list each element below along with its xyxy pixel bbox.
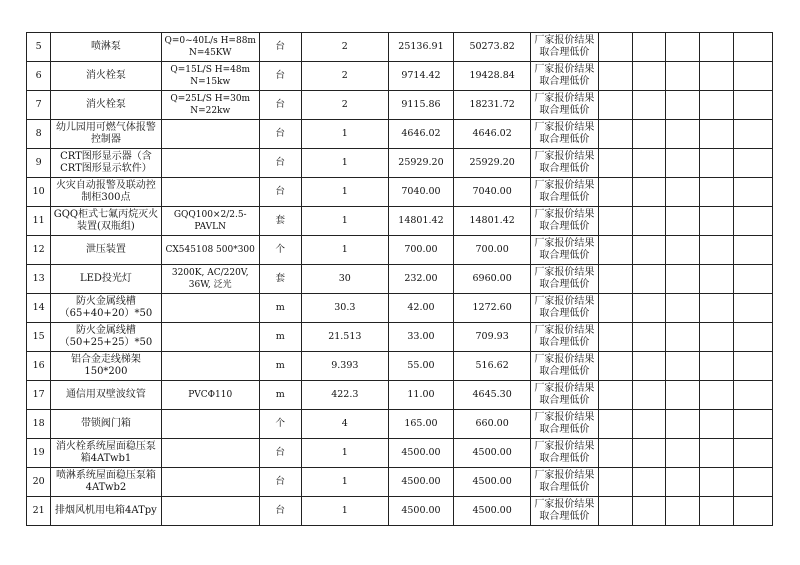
total-price-cell: 4500.00: [454, 439, 531, 468]
empty-cell: [598, 497, 632, 526]
empty-cell: [665, 207, 699, 236]
note-cell: 厂家报价结果取合理低价: [531, 468, 598, 497]
empty-cell: [632, 207, 665, 236]
price-table: [26, 32, 773, 526]
total-price-cell: 18231.72: [454, 91, 531, 120]
note-cell: 厂家报价结果取合理低价: [531, 410, 598, 439]
note-cell: 厂家报价结果取合理低价: [531, 33, 598, 62]
empty-cell: [700, 62, 734, 91]
unit-cell: m: [259, 294, 301, 323]
item-name-cell: 防火金属线槽（50+25+25）*50: [51, 323, 161, 352]
table-body: [27, 33, 773, 526]
empty-cell: [734, 178, 773, 207]
empty-cell: [734, 352, 773, 381]
empty-cell: [700, 410, 734, 439]
empty-cell: [632, 33, 665, 62]
quantity-cell: 9.393: [301, 352, 388, 381]
row-number-cell: 13: [27, 265, 51, 294]
quantity-cell: 422.3: [301, 381, 388, 410]
empty-cell: [632, 178, 665, 207]
note-cell: 厂家报价结果取合理低价: [531, 236, 598, 265]
total-price-cell: 25929.20: [454, 149, 531, 178]
item-spec-cell: [161, 294, 259, 323]
empty-cell: [598, 236, 632, 265]
total-price-cell: 4646.02: [454, 120, 531, 149]
unit-cell: 台: [259, 33, 301, 62]
unit-price-cell: 55.00: [388, 352, 453, 381]
unit-cell: m: [259, 352, 301, 381]
total-price-cell: 4500.00: [454, 497, 531, 526]
unit-price-cell: 11.00: [388, 381, 453, 410]
empty-cell: [598, 468, 632, 497]
unit-price-cell: 42.00: [388, 294, 453, 323]
note-cell: 厂家报价结果取合理低价: [531, 294, 598, 323]
empty-cell: [598, 91, 632, 120]
table-row: [27, 120, 773, 149]
item-name-cell: 火灾自动报警及联动控制柜300点: [51, 178, 161, 207]
total-price-cell: 709.93: [454, 323, 531, 352]
quantity-cell: 1: [301, 120, 388, 149]
unit-cell: 台: [259, 91, 301, 120]
item-name-cell: GQQ柜式七氟丙烷灭火装置(双瓶组): [51, 207, 161, 236]
unit-cell: 个: [259, 236, 301, 265]
empty-cell: [700, 294, 734, 323]
item-spec-cell: [161, 323, 259, 352]
unit-price-cell: 700.00: [388, 236, 453, 265]
row-number-cell: 11: [27, 207, 51, 236]
empty-cell: [665, 149, 699, 178]
unit-cell: 台: [259, 439, 301, 468]
row-number-cell: 7: [27, 91, 51, 120]
item-name-cell: 消火栓泵: [51, 62, 161, 91]
note-cell: 厂家报价结果取合理低价: [531, 323, 598, 352]
unit-price-cell: 4500.00: [388, 439, 453, 468]
row-number-cell: 20: [27, 468, 51, 497]
empty-cell: [700, 207, 734, 236]
empty-cell: [734, 91, 773, 120]
quantity-cell: 1: [301, 236, 388, 265]
table-row: [27, 352, 773, 381]
empty-cell: [598, 265, 632, 294]
unit-cell: 台: [259, 120, 301, 149]
empty-cell: [598, 120, 632, 149]
table-row: [27, 265, 773, 294]
total-price-cell: 50273.82: [454, 33, 531, 62]
price-table-sheet: [26, 32, 773, 526]
quantity-cell: 30.3: [301, 294, 388, 323]
item-spec-cell: [161, 468, 259, 497]
empty-cell: [734, 381, 773, 410]
item-name-cell: 泄压装置: [51, 236, 161, 265]
row-number-cell: 10: [27, 178, 51, 207]
item-spec-cell: [161, 178, 259, 207]
empty-cell: [665, 323, 699, 352]
quantity-cell: 1: [301, 439, 388, 468]
note-cell: 厂家报价结果取合理低价: [531, 352, 598, 381]
table-row: [27, 410, 773, 439]
note-cell: 厂家报价结果取合理低价: [531, 120, 598, 149]
total-price-cell: 19428.84: [454, 62, 531, 91]
table-row: [27, 91, 773, 120]
row-number-cell: 16: [27, 352, 51, 381]
item-spec-cell: PVCΦ110: [161, 381, 259, 410]
empty-cell: [632, 323, 665, 352]
unit-cell: 套: [259, 265, 301, 294]
empty-cell: [665, 294, 699, 323]
note-cell: 厂家报价结果取合理低价: [531, 265, 598, 294]
unit-cell: 台: [259, 468, 301, 497]
empty-cell: [598, 323, 632, 352]
empty-cell: [700, 381, 734, 410]
empty-cell: [632, 497, 665, 526]
unit-price-cell: 9115.86: [388, 91, 453, 120]
empty-cell: [598, 381, 632, 410]
note-cell: 厂家报价结果取合理低价: [531, 178, 598, 207]
row-number-cell: 8: [27, 120, 51, 149]
quantity-cell: 4: [301, 410, 388, 439]
empty-cell: [700, 497, 734, 526]
table-row: [27, 497, 773, 526]
unit-cell: 台: [259, 149, 301, 178]
table-row: [27, 236, 773, 265]
row-number-cell: 17: [27, 381, 51, 410]
table-row: [27, 323, 773, 352]
empty-cell: [665, 381, 699, 410]
note-cell: 厂家报价结果取合理低价: [531, 91, 598, 120]
unit-cell: 台: [259, 497, 301, 526]
empty-cell: [665, 468, 699, 497]
item-name-cell: 喷淋系统屋面稳压泵箱4ATwb2: [51, 468, 161, 497]
unit-price-cell: 14801.42: [388, 207, 453, 236]
unit-cell: m: [259, 323, 301, 352]
unit-price-cell: 4500.00: [388, 468, 453, 497]
empty-cell: [632, 62, 665, 91]
empty-cell: [632, 381, 665, 410]
quantity-cell: 1: [301, 149, 388, 178]
empty-cell: [598, 178, 632, 207]
empty-cell: [734, 120, 773, 149]
empty-cell: [665, 410, 699, 439]
item-spec-cell: CX545108 500*300: [161, 236, 259, 265]
empty-cell: [734, 323, 773, 352]
empty-cell: [598, 294, 632, 323]
unit-price-cell: 9714.42: [388, 62, 453, 91]
empty-cell: [734, 410, 773, 439]
quantity-cell: 1: [301, 207, 388, 236]
item-spec-cell: GQQ100×2/2.5-PAVLN: [161, 207, 259, 236]
item-name-cell: CRT图形显示器（含CRT图形显示软件）: [51, 149, 161, 178]
item-name-cell: 幼儿园用可燃气体报警控制器: [51, 120, 161, 149]
empty-cell: [734, 62, 773, 91]
empty-cell: [632, 468, 665, 497]
item-name-cell: 防火金属线槽（65+40+20）*50: [51, 294, 161, 323]
item-spec-cell: [161, 497, 259, 526]
empty-cell: [598, 149, 632, 178]
note-cell: 厂家报价结果取合理低价: [531, 439, 598, 468]
empty-cell: [665, 91, 699, 120]
table-row: [27, 207, 773, 236]
total-price-cell: 700.00: [454, 236, 531, 265]
item-spec-cell: [161, 410, 259, 439]
empty-cell: [700, 91, 734, 120]
total-price-cell: 7040.00: [454, 178, 531, 207]
row-number-cell: 14: [27, 294, 51, 323]
quantity-cell: 21.513: [301, 323, 388, 352]
empty-cell: [598, 410, 632, 439]
quantity-cell: 2: [301, 33, 388, 62]
row-number-cell: 6: [27, 62, 51, 91]
total-price-cell: 4645.30: [454, 381, 531, 410]
empty-cell: [665, 236, 699, 265]
empty-cell: [598, 62, 632, 91]
item-name-cell: 带锁阀门箱: [51, 410, 161, 439]
empty-cell: [632, 410, 665, 439]
total-price-cell: 14801.42: [454, 207, 531, 236]
unit-price-cell: 33.00: [388, 323, 453, 352]
empty-cell: [700, 323, 734, 352]
row-number-cell: 15: [27, 323, 51, 352]
total-price-cell: 4500.00: [454, 468, 531, 497]
unit-price-cell: 25929.20: [388, 149, 453, 178]
quantity-cell: 1: [301, 497, 388, 526]
empty-cell: [665, 120, 699, 149]
total-price-cell: 516.62: [454, 352, 531, 381]
item-name-cell: 喷淋泵: [51, 33, 161, 62]
unit-price-cell: 4646.02: [388, 120, 453, 149]
note-cell: 厂家报价结果取合理低价: [531, 497, 598, 526]
empty-cell: [734, 265, 773, 294]
row-number-cell: 12: [27, 236, 51, 265]
note-cell: 厂家报价结果取合理低价: [531, 149, 598, 178]
item-name-cell: 消火栓泵: [51, 91, 161, 120]
total-price-cell: 6960.00: [454, 265, 531, 294]
row-number-cell: 19: [27, 439, 51, 468]
empty-cell: [632, 352, 665, 381]
item-name-cell: 通信用双壁波纹管: [51, 381, 161, 410]
unit-cell: 台: [259, 178, 301, 207]
empty-cell: [734, 207, 773, 236]
unit-price-cell: 7040.00: [388, 178, 453, 207]
note-cell: 厂家报价结果取合理低价: [531, 62, 598, 91]
empty-cell: [665, 62, 699, 91]
item-spec-cell: [161, 439, 259, 468]
table-row: [27, 33, 773, 62]
item-spec-cell: Q=0~40L/s H=88m N=45KW: [161, 33, 259, 62]
row-number-cell: 21: [27, 497, 51, 526]
table-row: [27, 149, 773, 178]
unit-cell: m: [259, 381, 301, 410]
empty-cell: [700, 236, 734, 265]
empty-cell: [700, 149, 734, 178]
empty-cell: [734, 468, 773, 497]
row-number-cell: 5: [27, 33, 51, 62]
row-number-cell: 9: [27, 149, 51, 178]
table-row: [27, 468, 773, 497]
unit-price-cell: 232.00: [388, 265, 453, 294]
quantity-cell: 1: [301, 468, 388, 497]
unit-cell: 台: [259, 62, 301, 91]
total-price-cell: 660.00: [454, 410, 531, 439]
unit-price-cell: 25136.91: [388, 33, 453, 62]
table-row: [27, 178, 773, 207]
empty-cell: [665, 497, 699, 526]
item-name-cell: LED投光灯: [51, 265, 161, 294]
empty-cell: [734, 497, 773, 526]
item-name-cell: 铝合金走线梯架150*200: [51, 352, 161, 381]
empty-cell: [632, 91, 665, 120]
item-name-cell: 消火栓系统屋面稳压泵箱4ATwb1: [51, 439, 161, 468]
empty-cell: [734, 236, 773, 265]
quantity-cell: 2: [301, 62, 388, 91]
table-row: [27, 439, 773, 468]
empty-cell: [632, 265, 665, 294]
item-spec-cell: [161, 352, 259, 381]
empty-cell: [632, 236, 665, 265]
empty-cell: [700, 33, 734, 62]
empty-cell: [598, 439, 632, 468]
quantity-cell: 2: [301, 91, 388, 120]
empty-cell: [734, 439, 773, 468]
note-cell: 厂家报价结果取合理低价: [531, 207, 598, 236]
row-number-cell: 18: [27, 410, 51, 439]
empty-cell: [734, 294, 773, 323]
unit-cell: 个: [259, 410, 301, 439]
item-spec-cell: Q=15L/S H=48m N=15kw: [161, 62, 259, 91]
empty-cell: [632, 439, 665, 468]
empty-cell: [632, 294, 665, 323]
quantity-cell: 30: [301, 265, 388, 294]
empty-cell: [700, 120, 734, 149]
empty-cell: [665, 33, 699, 62]
unit-cell: 套: [259, 207, 301, 236]
empty-cell: [665, 352, 699, 381]
empty-cell: [734, 149, 773, 178]
quantity-cell: 1: [301, 178, 388, 207]
empty-cell: [665, 178, 699, 207]
note-cell: 厂家报价结果取合理低价: [531, 381, 598, 410]
total-price-cell: 1272.60: [454, 294, 531, 323]
item-spec-cell: [161, 149, 259, 178]
empty-cell: [598, 33, 632, 62]
empty-cell: [700, 178, 734, 207]
empty-cell: [700, 352, 734, 381]
empty-cell: [598, 207, 632, 236]
unit-price-cell: 4500.00: [388, 497, 453, 526]
empty-cell: [598, 352, 632, 381]
empty-cell: [700, 468, 734, 497]
empty-cell: [734, 33, 773, 62]
item-name-cell: 排烟风机用电箱4ATpy: [51, 497, 161, 526]
item-spec-cell: Q=25L/S H=30m N=22kw: [161, 91, 259, 120]
empty-cell: [700, 439, 734, 468]
empty-cell: [632, 149, 665, 178]
empty-cell: [632, 120, 665, 149]
empty-cell: [665, 439, 699, 468]
item-spec-cell: 3200K, AC/220V, 36W, 泛光: [161, 265, 259, 294]
item-spec-cell: [161, 120, 259, 149]
empty-cell: [665, 265, 699, 294]
empty-cell: [700, 265, 734, 294]
table-row: [27, 62, 773, 91]
table-row: [27, 294, 773, 323]
unit-price-cell: 165.00: [388, 410, 453, 439]
table-row: [27, 381, 773, 410]
